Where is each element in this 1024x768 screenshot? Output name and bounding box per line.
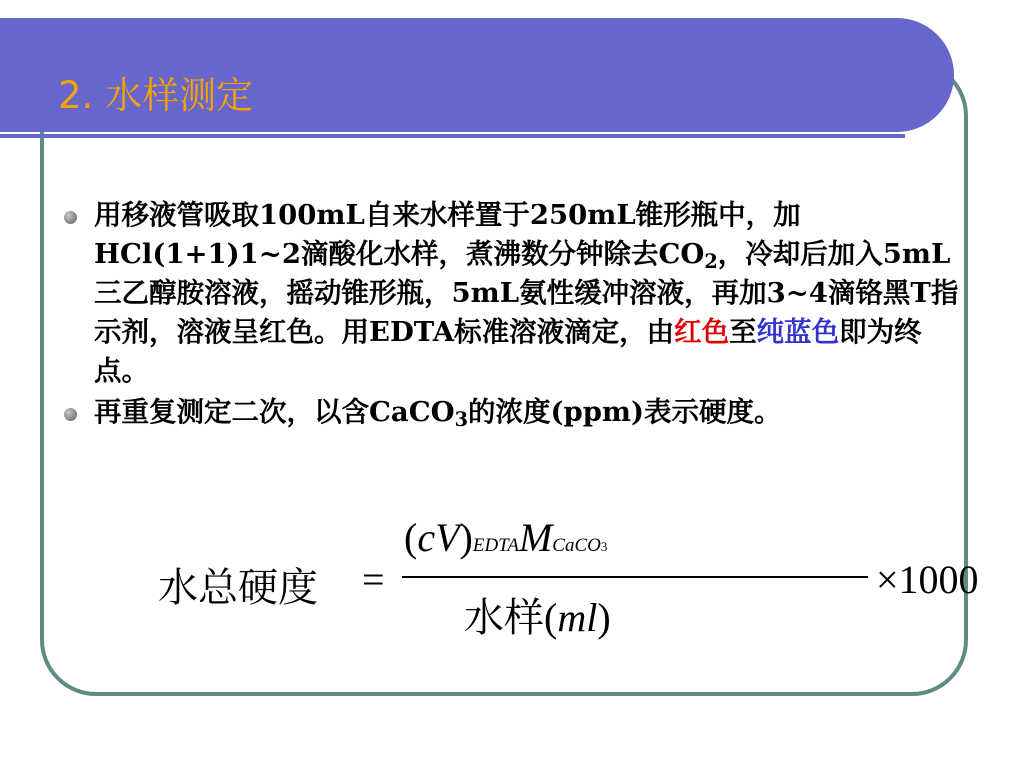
paren: ( — [404, 515, 418, 560]
paren: ) — [459, 515, 473, 560]
bullet-text: 即为终点。 — [94, 316, 922, 387]
bullet-dot-icon — [64, 211, 77, 224]
formula-denominator — [464, 586, 611, 643]
blue-highlight: 纯蓝色 — [756, 316, 840, 348]
slide-body — [64, 196, 974, 434]
bullet-text: ，冷却后加入5mL三乙醇胺溶液，摇动锥形瓶，5mL氨性缓冲溶液，再加3~4滴铬黑T指示剂，溶液呈红色。用EDTA标准溶液滴定，由 — [94, 238, 959, 348]
formula-numerator — [404, 514, 607, 561]
bullet-text: 的浓度(ppm)表示硬度。 — [467, 396, 782, 428]
formula-caco-sub-3: 3 — [600, 539, 608, 554]
slide-title: 2. 水样测定 — [58, 74, 254, 117]
bullet-dot-icon — [64, 408, 77, 421]
red-highlight: 红色 — [674, 316, 730, 348]
subscript: 2 — [704, 249, 718, 273]
paren: ) — [597, 595, 611, 640]
formula-ml: ml — [557, 595, 598, 640]
formula-cv: cV — [417, 515, 460, 560]
bullet-text: 用移液管吸取100mL自来水样置于250mL锥形瓶中，加HCl(1+1)1~2滴酸化水样，煮沸数分钟除去CO — [94, 199, 801, 270]
bullet-text: 至 — [729, 316, 757, 348]
formula-multiplier: ×1000 — [876, 557, 979, 602]
formula-m: M — [518, 515, 553, 560]
formula-lhs: 水总硬度 — [158, 565, 318, 610]
formula-denom-text: 水样( — [464, 595, 558, 640]
fraction-bar — [402, 576, 868, 578]
banner-underline — [0, 134, 905, 138]
bullet-item — [64, 393, 974, 432]
formula-edta-sub: EDTA — [472, 535, 519, 556]
formula-equals: = — [362, 557, 385, 602]
hardness-formula — [158, 512, 979, 642]
bullet-item — [64, 196, 974, 391]
bullet-text: 再重复测定二次，以含CaCO — [94, 396, 455, 428]
subscript: 3 — [454, 407, 468, 431]
formula-caco-sub: CaCO — [552, 535, 601, 556]
